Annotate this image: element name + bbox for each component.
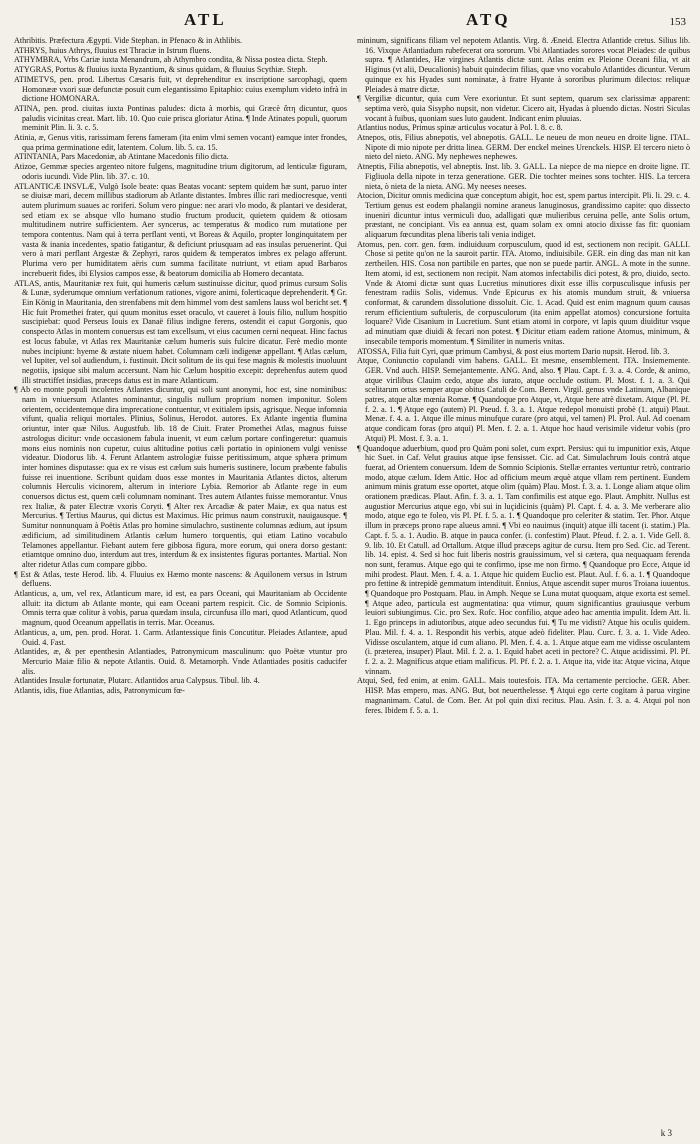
dictionary-entry: Atlantides, æ, & per epenthesin Atlantiades, Patronymicum masculinum: quo Poëtæ vtuntur pro Mercurio Maiæ filio & nepote Atlantis. Ouid. 8. Metamorph. Vnde Atlantiades positis caducifer alis. — [14, 647, 347, 676]
guide-word-right: ATQ — [466, 10, 511, 29]
left-column — [14, 36, 347, 1136]
dictionary-entry: ATHRYS, huius Athrys, fluuius est Thraciæ in Istrum fluens. — [14, 45, 212, 55]
page-header — [14, 6, 690, 36]
dictionary-entry: Atque, Coniunctio copulandi vim habens. GALL. Et mesme, ensemblement. ITA. Insiememente. GER. Vnd auch. HISP. Semejantemente. ANG. And, also. ¶ Plau. Capt. f. 3. a. 4. Corde, & animo, atque virilibus Clauim cedo, atque abs iurato, atque occlude ostium. Pl. Most. f. 1. a. 3. Qui scelitarum ortus semper atque obitus Catuli de Com. Beren. Virgil. genus vnde Latinum, Albanique patres, atque altæ mœnia Romæ. ¶ Quandoque pro Atque, vt, Atque here atrè dixetam. Atque (Pl. Pf. f. 2. a. 1. ¶ Atque ego (autem) Pl. Pseud. f. 3. a. 1. Atque redepol monuisti probè (1. atqui) Plaut. Menæ. f. 4. a. 1. Atque ille minus minufque curare (pro atqui, vel tamen) Pl. Prol. Aul. Ad coenam atque condicam foras (pro atqui) Pl. Men. f. 2. a. 1. Atque hoc haud verisimile videtur vobis (pro Atqui) Pl. Most. f. 3. a. 1. — [357, 356, 690, 443]
dictionary-entry: mininum, significans filiam vel nepotem Atlantis. Virg. 8. Æneid. Electra Atlantide cretus. Silius lib. 16. Vixque Atlantiadum rubefecerat ora sororum. Vbi Atlantiades sorores vocat Pleiades: de quibus supra. ¶ Atlantides, Hæ virgines Atlantis dictæ sunt. Atlas enim ex Pleione Oceani filia, vt ait Higinus (vt alii, Deucalionis) habuit quindecim filias, quæ vno vocabulo Atlantides dicuntur. Verum quinque ex his Hyades sunt nominatæ, à fratre Hyante à sororibus plurimum dilectos: reliquæ Pleiades à matre dictæ. — [357, 36, 690, 94]
dictionary-entry: Atlantis, idis, fiue Atlantias, adis, Patronymicum fœ- — [14, 686, 185, 696]
dictionary-entry: ATYGRAS, Portus & fluuius iuxta Byzantium, & sinus quidam, & fluuius Scythiæ. Steph. — [14, 65, 308, 75]
dictionary-entry: Atocion, Dicitur omnis medicina quæ conceptum abigit, hoc est, spem partus intercipit. Pli. li. 29. c. 4. Tertium genus est eodem phalangii nomine araneus lanuginosus, grandissimo capite: quo dissecto inueniri dicuntur intus vermiculi duo, adalligati quæ mulieribus ceruina pelle, ante Solis ortum, præstant, ne concipiant. Vis ea annua est, quam solam ex omni atocio dixisse fas fit: quoniam aliquarum fœcunditas plena liberis tali venia indiget. — [357, 191, 690, 240]
dictionary-entry: Atomus, pen. corr. gen. fœm. indiuiduum corpusculum, quod id est, sectionem non recipit. GALLI. Chose si petite qu'on ne la sauroit partir. ITA. Atomo, indiuisibile. GER. ein ding das man nit kan zertheilen. HIS. Cosa non partibile en partes, que non se puede partir. ANGL. A mote in the sunne. Item atomi, id est, sectionem non recipit. Nam atomos infectabilis dici potest, & pro, diuido, secto. Vnde & Atomi dictæ sunt quas Lucretius minutiores dixit esse illis corpusculisque infusis per fenestram radiis Solis, videmus. Vnde Epicurus ex his atomis mundum struit, & vniuersa conformat, & carundem dissolutione dissoluit. Cic. 1. Acad. Quid est enim magnum quum causas rerum efficientium suftuleris, de corpusculorum (ita enim appellat atomos) concursione fortuita loquare? Vide Cisanium in Lucretium. Sunt etiam atomi in corpore, vt lapis quum diuiditur vsque ad minutiam quæ diuidi & fecari non potest. ¶ Dicitur etiam eadem ratione Atomus, minimum, & insecabile temporis momentum. ¶ Similiter in numeris vnitas. — [357, 239, 690, 346]
right-column — [357, 36, 690, 1136]
dictionary-entry: ¶ Quandoque aduerbium, quod pro Quàm poni solet, cum exprt. Persius: qui tu impunitior exis, Atque hic Suet. in Caf. Velut grauius atque ipse fensisset. Cic. ad Cat. Simulachrum Iouis contrà atque fuerat, ad Orientem conuersum. Idem de Somnio Scipionis. Stellæ errantes vertuntur retrò, contrario modo, atque cælum. Idem Attic. Hoc ad officium meum æquè atque vllam rem pertinent. Eundem animum minis gratum esse oportet, atque olim (quàm) Plau. Most. f. 3. a. 1. Longe aliam atque olim orationem prædicas. Plaut. Afin. f. 3. a. 1. Tam confimilis est atque ego. Plaut. Amphitr. Nullus est augustior Mercurius atque ego, vbi sui in luçidicinis (quàm) Pl. Capt. f. 4. a. 3. Me verberare alio modo, atque ego te foleo, vis Pl. Pf. f. 5. a. 1. ¶ Quandoque pro celeriter & statim. Ter. Phor. Atque illum in præceps prono rape alueus amni. ¶ Vbi eo nauimus (inquit) atque illi tacent (i. statim.) Pla. Capt. f. 5. a. 1. Audio. B. atque in pauca confer. (i. confestim) Plaut. Pfeud. f. 2. a. 1. Vide Gell. 8. 9. lib. 10. Et Catull. ad Ortallum. Atque illud præceps agitur de cursu. Item pro Sed. Cic. ad Terent. lib. 14. epist. 4. Sed si hoc fuit liberis nostris grauissimum, vel si cætera, qua nequaquam ferenda non sunt, feramus. Atque ego qui te confirmo, ipse me non firmo. ¶ Quandoque pro Ecce, Atque id mihi prodest. Plaut. Men. f. 4. a. 1. Atque hic quidem Euclio est. Plaut. Aul. f. 6. a. 1. ¶ Quandoque pro fettine & intrepidè gemmatum intendituit. Ennius, Atque ascendit super muros Troiana iuuentus. ¶ Quandoque pro Postquam. Plau. in Amph. Neque se Luna mutat quoquam, atque exorta est semel. ¶ Atque adeo, particula est augmentatina: qua vtimur, quum significantius grauiusque verbum leuiori subiungimus. Cic. pro Sex. Rofc. Hoc confilio, atque adeo hac amentia impulit. Idem Att. li. 1. Ego princeps in adiutoribus, atque adeo secundus fui. ¶ Tu me vidisti? Atque his oculis quidem. Plau. Mil. f. 4. a. 1. Respondit his verbis, atque adeò fideliter. Plau. Curc. f. 3. a. 1. Vide Adeo. Vidisse osculantem, atque id cum aliano. Pl. Men. f. 4. a. 1. Atque atque eam me vidisse osculantem (i. præterea, insuper) Plaut. Mil. f. 2. a. 1. Equid habet aceti in pectore? C. Atque acidissimi. Pl. Pf. f. 2. a. 2. Magnificus atque etiam malificus. Pl. Pf. f. 2. a. 1. Atque ita, vide ita: Atque vicina, Atque vinnam. — [357, 443, 690, 676]
dictionary-entry: Atlantides Insulæ fortunatæ, Plutarc. Atlantidos arua Calypsus. Tibul. lib. 4. — [14, 676, 260, 686]
dictionary-entry: ¶ Ab eo monte populi incolentes Atlantes dicuntur, qui soli sunt anonymi, hoc est, sine nominibus: nam in vniuersum Atlantes nominantur, singulis nullum proprium nomen imponitur. Solem orientem, occidentemque dira imprecatione contuentur, vt exitialem ipsis, agrisque. Neque infomnia vifunt, qualia reliqui mortales. Plinius, Solinus, Herodot. autores. Ex Atlante ingentia flumina oriuntur, inter quæ Nilus. Augustfub. lib. 18 de Ciuit. Frater Promethei Atlas, magnus fuisse astrologus dicitur: vnde occasionem fabula inuenit, vt eum cælum portare confingeretur: quamuis mons eius nominis non cupetur, cuius altitudine potius cæli portatio in opinionem vulgi venisse videatur. Diodorus lib. 4. Ferunt Atlantem astrologiæ fuisse peritissimum, atque sphæra primum inter homines disputasse: qua ex re visus est cælum suis humeris sustinere, locum præbente fabulis fuisse rei inuentione. Scribunt quidam duos esse montes in Mauritania Atlantes dictos, alterum columnis Herculis vicinorem, alterum in interiore Lybia. Remorior ab Atlante rege in eum conuersos dictus est, quem cæli columnam nominant. Tres autem Atlantes fuisse memorantur. Vnus rex Italiæ, & pater Electræ vxoris Coryti. ¶ Alter rex Arcadiæ & pater Maiæ, ex qua natus est Mercurius. ¶ Tertius Maurus, qui dictus est Maximus. Hic primus naum construxit, nauigausque. ¶ Sumitur nonnunquam à Poëtis Atlas pro homine simulachro, sustinente columnas ædium, aut ipsum ædificium, ad similitudinem Atlantis cælum humero torquentis, qui etiam Latino vocabulo Telamones appellantur. Fiebant autem fere gibbosa figura, more eorum, qui onera dorso gestant: etiamtque omnino duo, interdum aut tres, interdum & ex insistentes figuras portantes. Martial. Non alter ridetur Atlas cum compare gibbo. — [14, 385, 347, 569]
dictionary-entry: ¶ Est & Atlas, teste Herod. lib. 4. Fluuius ex Hæmo monte nascens: & Aquilonem versus in Istrum defluens. — [14, 569, 347, 589]
dictionary-entry: ATLANTICÆ INSVLÆ, Vulgò Isole beate: quas Beatas vocant: septem quidem hæ sunt, paruo inter se diuisæ mari, decem millibus stadiorum ab Atlante distantes. Imbres illic rari mediocresque, venti autem plurimum suaues ac roriferi. Solum vero pingue: nec arari vlo modo, & plantari ve desiderat, sed etiam ex se absque vllo humano studio fructum producit, quietem quidem & otiosam multitudinem nutrire sufficientem. Aer syncerus, ac temperatus & modico rum mutatione per tempora contentus. Nam qui à terra perflant venti, vt Boreas & Aquilo, propter longinquitatem per vasta & inania incedentes, spatio fatigantur, & deficiunt priusquam ad eas insulas peruenerint. Qui vero à mari perflant Argestæ & Zephyri, raros quidem & temperatos imbres ex pelago afferunt. Plurima vero per humiditatem aëris cum summa facilitate nutriunt, vt etiam apud Barbaros increbuerit fides, ibi Elysios campos esse, & beatorum domicilia ab Homero decantata. — [14, 181, 347, 278]
page-number: 153 — [669, 16, 686, 28]
dictionary-entry: ATLAS, antis, Mauritaniæ rex fuit, qui humeris cælum sustinuisse dicitur, quod primus cursum Solis & Lunæ, syderumque omnium verfationum rationes, vigore animi, folerticaque deprehenderit. ¶ Gr. Ein König in Mauritania, den strenfabens mit dem himmel vom dest samlens lauss wol bericht set. ¶ Hic fuit Promethei frater, qui quum monitus esset oraculo, vt caueret à Iouis filio, nullum hospitio suscipiebat: quod Perseus Iouis ex Danaë filius indigne ferens, ostendit ei caput Gorgonis, quo conspecto Atlas in montem conuersus est tam excellsum, vt eius cacumen cerni nequeat. Hinc factus est locus fabulæ, vt Atlas rex Mauritaniæ cælum humeris suis fulcire dicatur. Ferè medio monte nubes incipiunt: hyeme & æstate niuem habet. Columnam cæli indigenæ appellant. ¶ Atlas cælum, vel Iupiter, vel sol audiendum, i. fustinuit. Dicit solitum de iis qui fese magnis & molestis inuoluunt negotiis, ipsique sibi malum accersunt. Nam hic Cælum hospitio excepit: deprehenfus autem quod illi structiffet insidias, præceps datus est in mare Atlanticum. — [14, 278, 347, 385]
dictionary-entry: ATHYMBRA, Vrbs Cariæ iuxta Menandrum, ab Athymbro condita, & Nissa postea dicta. Steph. — [14, 55, 328, 65]
dictionary-entry: Atlantius nodus, Primus spinæ articulus vocatur à Pol. l. 8. c. 8. — [357, 123, 563, 133]
dictionary-entry: ATINA, pen. prod. ciuitas iuxta Pontinas paludes: dicta à morbis, qui Græcè ἄτη dicuntur, quos paludis vicinitas creat. Mart. lib. 10. Quo cuie prisca gloriatur Atina. ¶ Inde Atinates populi, quorum meminit Plin. li. 3. c. 5. — [14, 103, 347, 133]
dictionary-entry: Athribitis. Præfectura Ægypti. Vide Stephan. in Pfenaco & in Athlibis. — [14, 36, 242, 45]
dictionary-entry: Atizoe, Gemmæ species argenteo nitore fulgens, magnitudine trium digitorum, ad lenticulæ figuram, odoris iucundi. Vide Plin. lib. 37. c. 10. — [14, 162, 347, 181]
dictionary-entry: ATIMETVS, pen. prod. Libertus Cæsaris fuit, vt deprehenditur ex inscriptione sarcophagi, quem Homonææ vxori suæ defunctæ posuit cum elegantissimo Epitaphio: cuius exemplum videto infrà in dictione HOMONARA. — [14, 74, 347, 104]
dictionary-entry: Atqui, Sed, fed enim, at enim. GALL. Mais toutesfois. ITA. Ma certamente percioche. GER. Aber. HISP. Mas empero, mas. ANG. But, bot neuerthelesse. ¶ Atqui ego certe cogitam à parua virgine magnanimam. Catul. de Com. Ber. At pol quin dixi recitus. Plau. Asin. f. 3. a. 4. Atqui pol non feres. Ibidem f. 5. a. 1. — [357, 676, 690, 715]
printer-signature: k 3 — [660, 1128, 672, 1138]
text-columns — [14, 36, 690, 1136]
dictionary-entry: ATINTANIA, Pars Macedoniæ, ab Atintane Macedonis filio dicta. — [14, 152, 229, 162]
dictionary-entry: Atlanticus, a, um, vel rex, Atlanticum mare, id est, ea pars Oceani, qui Mauritaniam ab Occidente alluit: ita dictum ab Atlante monte, qui eam Oceani partem respicit. Cic. de Somnio Scipionis. Omnis terra quæ colitur à vobis, parua quædam insula, circunfusa illo mari, quod Atlanticum, quod magnum, quod Oceanum appellatis in terris. Mar. Oceanus. — [14, 589, 347, 628]
dictionary-entry: Atnepos, otis, Filius abnepotis, vel abnepotis. GALL. Le neueu de mon neueu en droite ligne. ITAL. Nipote di mio nipote per dritta linea. GERM. Der enckel meines Urenckels. HISP. El tercero nieto ò nieto del nieto. ANG. My nephewes nephewes. — [357, 133, 690, 162]
guide-word-left: ATL — [184, 10, 227, 29]
dictionary-entry: ¶ Vergiliæ dicuntur, quia cum Vere exoriuntur. Et sunt septem, quarum sex clarissimæ apparent: septima verò, quia Sisypho nupsit, non videtur. Cicero ait, Hyadas à pluendo dictas. Nostri Siculas vocant à fuibus, quoniam sues luto gaudent. Indicant enim pluuias. — [357, 94, 690, 123]
dictionary-entry: Atinia, æ, Genus vitis, rarissimam ferens fameram (ita enim vlmi semen vocant) eamque inter frondes, qua prima germinatione edit, latentem. Colum. lib. 5. ca. 15. — [14, 133, 347, 152]
dictionary-entry: Atneptis, Filia abnepotis, vel abneptis. Inst. lib. 3. GALL. La niepce de ma niepce en droite ligne. IT. Figliuola della nipote in terza generatione. GER. Die tochter meines sons tochter. HIS. La tercera nieta, ò nieta de la nieta. ANG. My neeses neeses. — [357, 162, 690, 191]
dictionary-entry: Atlanticus, a, um, pen. prod. Horat. 1. Carm. Atlantessique finis Concutitur. Pleiades Atlanteæ, apud Ouid. 4. Fast. — [14, 627, 347, 647]
dictionary-entry: ATOSSA, Filia fuit Cyri, quæ primum Cambysi, & post eius mortem Dario nupsit. Herod. lib. 3. — [357, 346, 670, 356]
